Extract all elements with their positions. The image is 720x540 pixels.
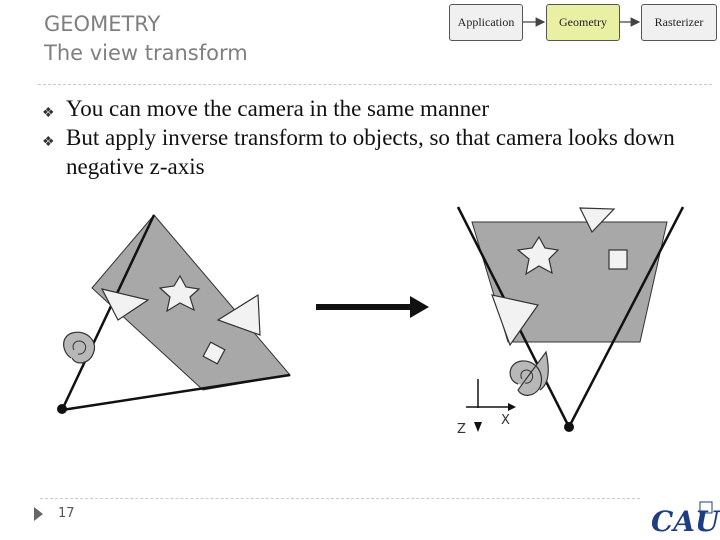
camera-view-after xyxy=(457,207,683,437)
footer-divider xyxy=(40,498,640,499)
spiral-shell-icon xyxy=(64,332,95,363)
square-shape-icon xyxy=(609,250,627,269)
title-line-1: GEOMETRY xyxy=(44,12,161,36)
x-axis-label: X xyxy=(501,413,510,428)
pipeline-stage-application: Application xyxy=(449,4,523,41)
title-line-2: The view transform xyxy=(44,41,248,65)
view-frustum-right xyxy=(472,222,667,342)
z-axis-label: Z xyxy=(457,422,466,437)
transform-arrow xyxy=(316,296,429,318)
bullet-marker-icon: ❖ xyxy=(42,106,55,121)
page-marker-icon xyxy=(34,507,43,521)
z-axis-arrow-icon xyxy=(474,422,482,432)
spiral-shell-icon xyxy=(510,352,548,395)
frustum-edge-right xyxy=(62,375,290,410)
pipeline-stage-rasterizer: Rasterizer xyxy=(641,4,717,41)
camera-eye-point xyxy=(57,404,67,414)
page-number: 17 xyxy=(58,506,75,521)
bullet-item-2: ❖ But apply inverse transform to objects, so that camera looks down negative z-axis xyxy=(42,125,675,179)
bullet-marker-icon: ❖ xyxy=(42,135,55,150)
camera-eye-point xyxy=(564,422,574,432)
x-axis-arrow-icon xyxy=(508,403,516,411)
camera-view-before xyxy=(57,215,290,414)
pipeline-stage-geometry: Geometry xyxy=(546,4,620,41)
logo-text: CAU xyxy=(651,505,720,538)
bullet-item-1: ❖ You can move the camera in the same manner xyxy=(42,94,692,123)
university-logo xyxy=(651,502,720,538)
